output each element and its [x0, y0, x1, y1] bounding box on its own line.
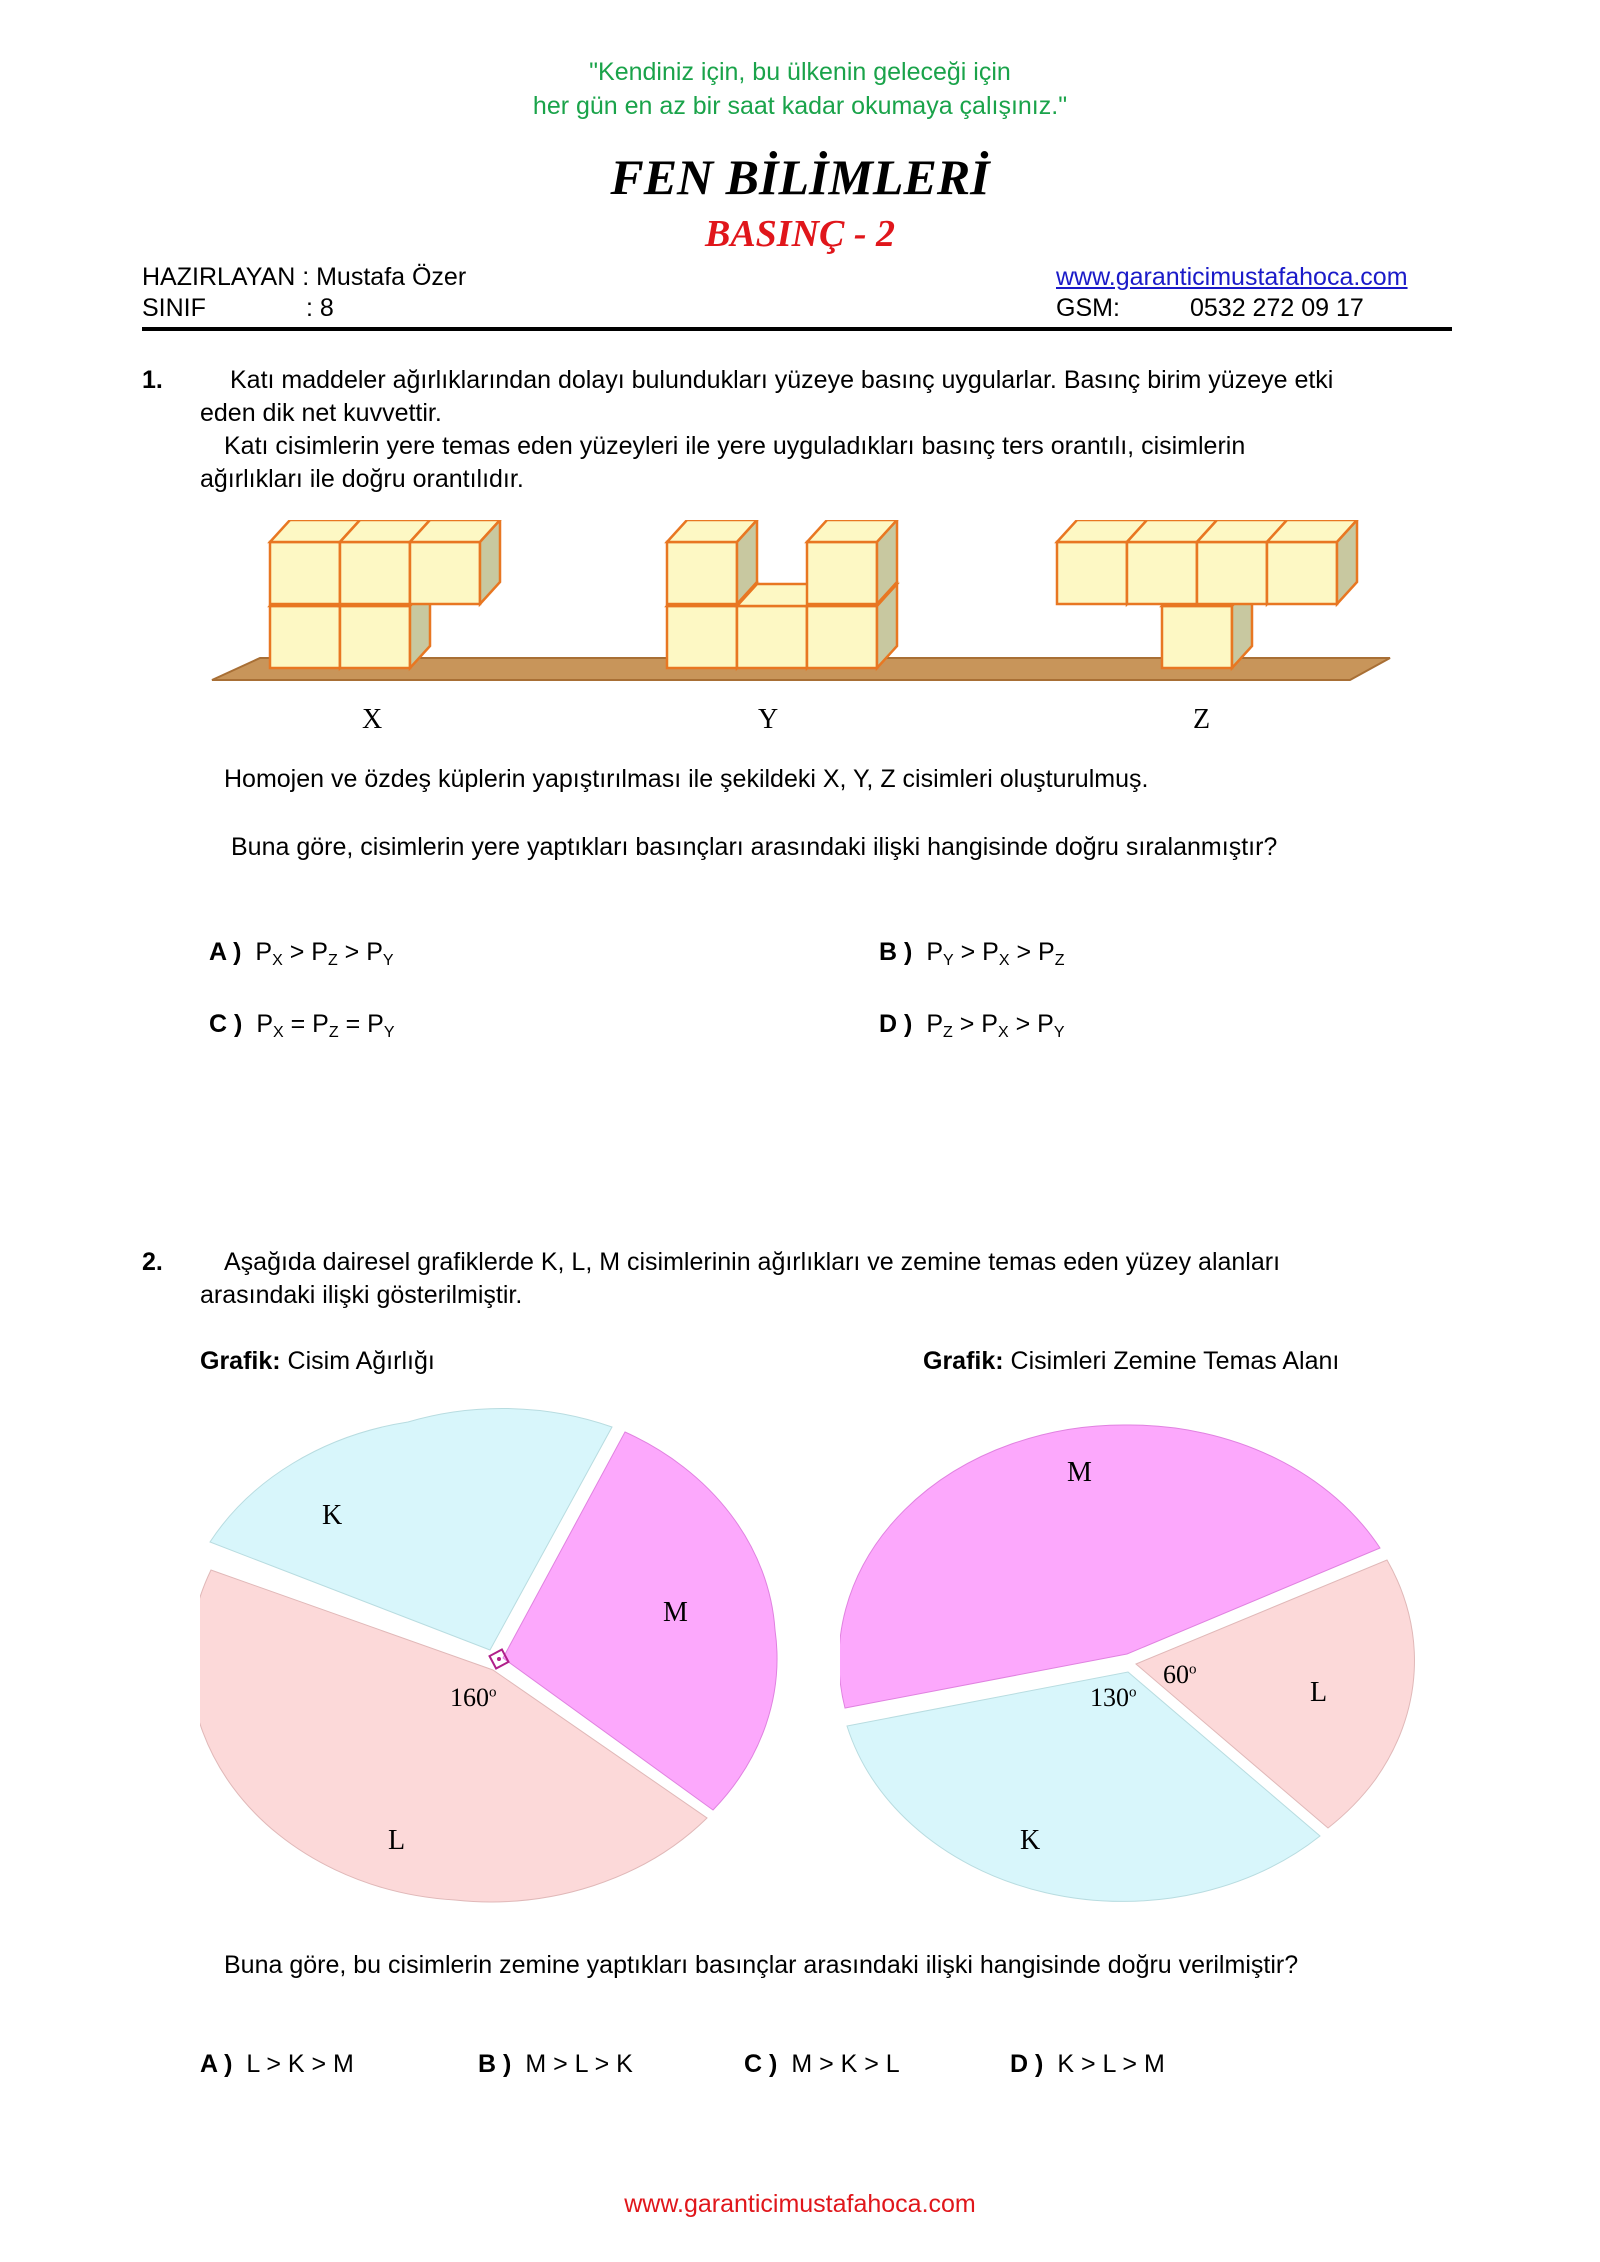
q2-option-b[interactable]: B ) M > L > K: [478, 2050, 633, 2078]
pie-chart-weight: [200, 1400, 790, 1920]
question-2-number: 2.: [142, 1248, 163, 1276]
q2-option-a[interactable]: A ) L > K > M: [200, 2050, 354, 2078]
gsm-label: GSM:: [1056, 294, 1120, 322]
footer-website[interactable]: www.garanticimustafahoca.com: [624, 2190, 976, 2218]
q2-option-c[interactable]: C ) M > K > L: [744, 2050, 900, 2078]
header-divider: [142, 327, 1452, 331]
pie2-angle-label-1: 130$^o$: [1090, 1683, 1137, 1712]
q1-text-line1: Katı maddeler ağırlıklarından dolayı bulundukları yüzeye basınç uygularlar. Basınç birim yüzeye etki: [230, 366, 1334, 394]
page-subtitle: BASINÇ - 2: [704, 213, 896, 255]
q1-question: Buna göre, cisimlerin yere yaptıkları basınçları arasındaki ilişki hangisinde doğru sıralanmıştır?: [231, 833, 1278, 861]
q1-statement: Homojen ve özdeş küplerin yapıştırılması ile şekildeki X, Y, Z cisimleri oluşturulmuş.: [224, 765, 1149, 793]
question-1-number: 1.: [142, 366, 163, 394]
class-label: SINIF: [142, 294, 206, 322]
pie1-label-m: M: [663, 1597, 688, 1628]
class-value: : 8: [306, 294, 334, 322]
q1-option-a[interactable]: A ) $P_X > P_Z > P_Y$: [209, 938, 394, 969]
q2-text-line1: Aşağıda dairesel grafiklerde K, L, M cisimlerinin ağırlıkları ve zemine temas eden yüzey alanları: [224, 1248, 1281, 1276]
pie-chart-area: [840, 1400, 1420, 1920]
motto-line-1: "Kendiniz için, bu ülkenin geleceği için: [589, 58, 1011, 86]
q2-text-line2: arasındaki ilişki gösterilmiştir.: [200, 1281, 523, 1309]
prepared-by: HAZIRLAYAN : Mustafa Özer: [142, 263, 467, 291]
pie1-label-l: L: [388, 1825, 406, 1856]
figure-label-z: Z: [1193, 704, 1211, 735]
q2-question: Buna göre, bu cisimlerin zemine yaptıkları basınçlar arasındaki ilişki hangisinde doğru verilmiştir?: [224, 1951, 1299, 1979]
q1-text-line3: Katı cisimlerin yere temas eden yüzeyleri ile yere uyguladıkları basınç ters orantılı, cisimlerin: [224, 432, 1246, 460]
graph1-caption: Grafik: Cisim Ağırlığı: [200, 1347, 435, 1375]
object-x-cubes: [270, 520, 500, 668]
pie2-label-l: L: [1310, 1677, 1328, 1708]
q1-option-b[interactable]: B ) $P_Y > P_X > P_Z$: [879, 938, 1065, 969]
figure-label-x: X: [362, 704, 383, 735]
pie2-label-m: M: [1067, 1457, 1092, 1488]
graph2-caption: Grafik: Cisimleri Zemine Temas Alanı: [923, 1347, 1340, 1375]
q1-text-line4: ağırlıkları ile doğru orantılıdır.: [200, 465, 524, 493]
pie2-angle-label-2: 60$^o$: [1163, 1660, 1197, 1689]
object-z-cubes: [1057, 520, 1357, 668]
gsm-value: 0532 272 09 17: [1190, 294, 1364, 322]
website-link[interactable]: www.garanticimustafahoca.com: [1056, 263, 1408, 291]
q1-option-d[interactable]: D ) $P_Z > P_X > P_Y$: [879, 1010, 1065, 1041]
object-y-cubes: [667, 520, 897, 668]
q1-option-c[interactable]: C ) $P_X = P_Z = P_Y$: [209, 1010, 395, 1041]
figure-label-y: Y: [758, 704, 779, 735]
pie1-angle-label: 160$^o$: [450, 1683, 497, 1712]
q1-text-line2: eden dik net kuvvettir.: [200, 399, 442, 427]
pie1-label-k: K: [322, 1500, 343, 1531]
page-title: FEN BİLİMLERİ: [610, 149, 990, 205]
motto-line-2: her gün en az bir saat kadar okumaya çalışınız.": [532, 92, 1068, 120]
pie2-label-k: K: [1020, 1825, 1041, 1856]
q2-option-d[interactable]: D ) K > L > M: [1010, 2050, 1165, 2078]
